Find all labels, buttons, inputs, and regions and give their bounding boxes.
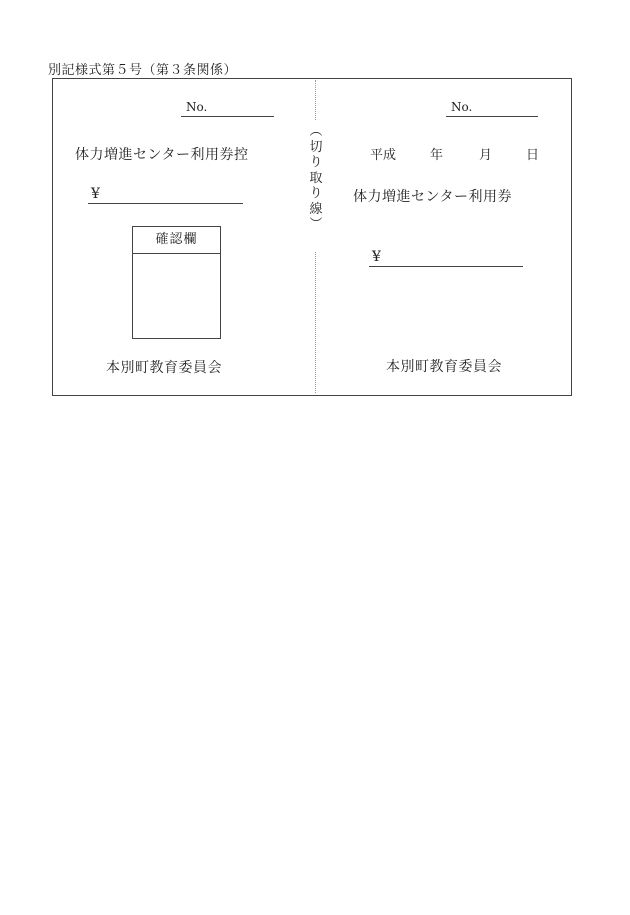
cut-line-bottom (315, 252, 316, 393)
date-day: 日 (526, 148, 540, 163)
ticket-title: 体力増進センター利用券 (353, 189, 512, 205)
cut-line-label: ︵ 切 り 取 り 線 ︶ (309, 124, 323, 232)
date-era: 平成 (370, 148, 397, 163)
stub-amount-field (88, 185, 243, 204)
ticket-number-field (446, 100, 538, 117)
cut-line-top (315, 80, 316, 120)
form-header: 別記様式第５号（第３条関係） (48, 63, 238, 78)
date-year: 年 (430, 148, 444, 163)
stub-yen-label: ¥ (91, 186, 100, 202)
ticket-yen-label: ¥ (372, 249, 381, 265)
confirmation-box (132, 226, 221, 339)
stub-issuer: 本別町教育委員会 (106, 360, 222, 376)
stub-number-label: No. (186, 100, 208, 114)
stub-title: 体力増進センター利用券控 (75, 147, 249, 163)
ticket-number-label: No. (451, 100, 473, 114)
date-month: 月 (479, 148, 493, 163)
stub-number-field (181, 100, 274, 117)
ticket-amount-field (369, 248, 523, 267)
ticket-issuer: 本別町教育委員会 (386, 359, 502, 375)
confirmation-label: 確認欄 (133, 227, 220, 254)
